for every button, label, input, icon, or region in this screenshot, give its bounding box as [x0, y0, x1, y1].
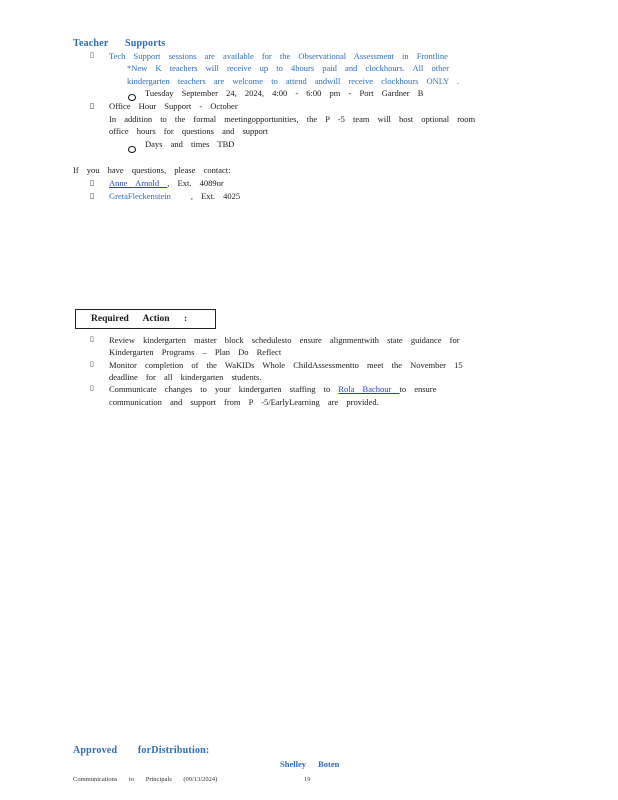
office-hour-line3: office hours for questions and support: [109, 126, 268, 136]
required-action-label: Required Action :: [91, 314, 188, 324]
tech-support-line2: *New K teachers will receive up to 4hours paid and clockhours. All other: [127, 63, 449, 73]
bullet-icon: ▯: [90, 51, 94, 59]
contact-ext: , Ext. 4089or: [167, 178, 224, 188]
action-3-line2: communication and support from P -5/EarlyLearning are provided.: [109, 397, 379, 407]
contact-intro: If you have questions, please contact:: [73, 165, 231, 175]
approver-name: Shelley Boten: [280, 759, 340, 769]
office-hour-times: Days and times TBD: [145, 139, 235, 149]
bullet-icon: ▯: [90, 384, 94, 392]
action-2-line1: Monitor completion of the WaKIDs Whole ChildAssessmentto meet the November 15: [109, 360, 463, 370]
page-number: 19: [304, 776, 311, 783]
action-2-line2: deadline for all kindergarten students.: [109, 372, 262, 382]
required-action-box: [75, 309, 216, 329]
contact-name-greta: GretaFleckenstein: [109, 191, 171, 201]
rola-bachour-link[interactable]: Rola Bachour: [338, 384, 400, 394]
action-3-line1: [109, 383, 436, 395]
action-3-text-post: to ensure: [399, 384, 437, 394]
tech-support-line1: Tech Support sessions are available for the Observational Assessment in Frontline: [109, 51, 448, 61]
teacher-supports-heading: Teacher Supports: [73, 38, 166, 49]
contact-ext: , Ext. 4025: [190, 191, 241, 201]
contact-person-1: [109, 177, 224, 189]
approved-heading: Approved forDistribution:: [73, 745, 210, 756]
office-hour-line1: Office Hour Support - October: [109, 101, 238, 111]
action-1-line1: Review kindergarten master block schedulesto ensure alignmentwith state guidance for: [109, 335, 460, 345]
tech-support-session: Tuesday September 24, 2024, 4:00 - 6:00 pm - Port Gardner B: [145, 88, 424, 98]
bullet-icon: ▯: [90, 191, 95, 200]
circle-bullet-icon: [128, 140, 136, 158]
bullet-icon: ▯: [90, 178, 95, 187]
contact-link-anne-arnold[interactable]: Anne Arnold: [109, 178, 168, 188]
action-1-line2: Kindergarten Programs – Plan Do Reflect: [109, 347, 282, 357]
office-hour-line2: In addition to the formal meetingopportunities, the P -5 team will host optional room: [109, 114, 476, 124]
footer-left: Communications to Principals (09/13/2024): [73, 776, 218, 783]
contact-person-2: [109, 190, 240, 202]
action-3-text: Communicate changes to your kindergarten staffing to: [109, 384, 331, 394]
bullet-icon: ▯: [90, 101, 95, 110]
tech-support-line3: kindergarten teachers are welcome to attend andwill receive clockhours ONLY .: [127, 76, 460, 86]
bullet-icon: ▯: [90, 360, 94, 368]
bullet-icon: ▯: [90, 335, 94, 343]
